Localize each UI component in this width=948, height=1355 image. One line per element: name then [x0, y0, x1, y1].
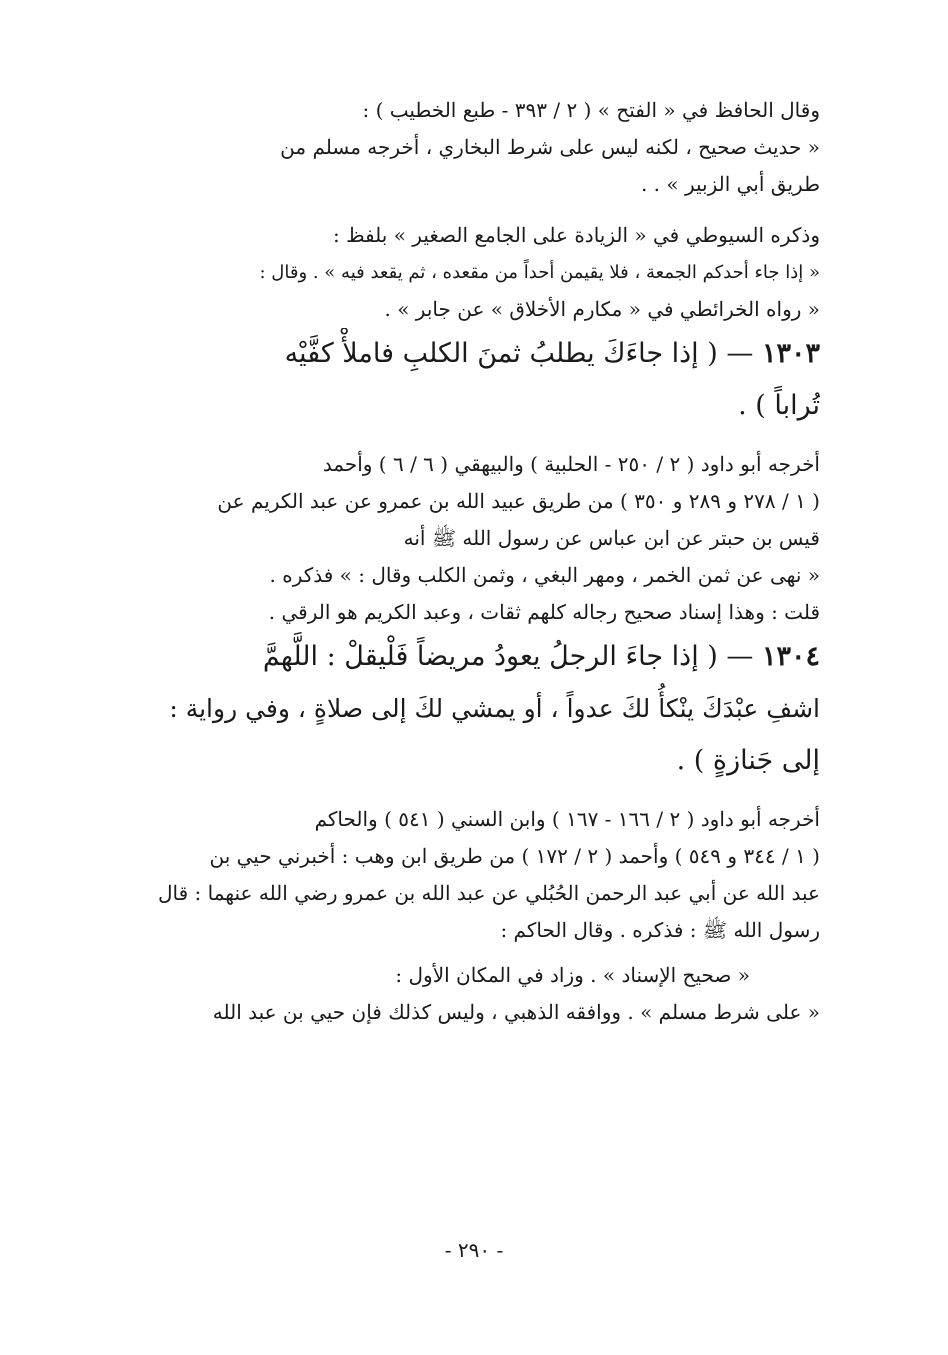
text-line: طريق أبي الزبير » . .: [640, 172, 820, 196]
text-line: « نهى عن ثمن الخمر ، ومهر البغي ، وثمن الكلب وقال : » فذكره .: [269, 563, 820, 587]
hadith-number: ١٣٠٤: [761, 641, 820, 672]
text-line: قلت : وهذا إسناد صحيح رجاله كلهم ثقات ، وعبد الكريم هو الرقي .: [268, 600, 820, 624]
text-line: ( ١ / ٢٧٨ و ٢٨٩ و ٣٥٠ ) من طريق عبيد الله بن عمرو عن عبد الكريم عن: [217, 489, 820, 513]
text-line: « رواه الخرائطي في « مكارم الأخلاق » عن جابر » .: [384, 297, 820, 321]
hadith-text: — ( إذا جاءَ الرجلُ يعودُ مريضاً فَلْيقلْ : اللَّهمَّ: [262, 641, 754, 672]
hadith-text: — ( إذا جاءَكَ يطلبُ ثمنَ الكلبِ فاملأْ كفَّيْه: [284, 338, 754, 369]
hadith-text-line: إلى جَنازةٍ ) .: [676, 745, 820, 776]
hadith-heading-1304: [95, 631, 820, 683]
hadith-text-line: اشفِ عبْدَكَ ينْكأُ لكَ عدواً ، أو يمشي لكَ إلى صلاةٍ ، وفي رواية :: [169, 694, 820, 723]
hadith-text-line: تُراباً ) .: [738, 390, 820, 421]
hadith-heading-1303: [95, 328, 820, 380]
text-line: أخرجه أبو داود ( ٢ / ١٦٦ - ١٦٧ ) وابن السني ( ٥٤١ ) والحاكم: [314, 807, 820, 831]
hadith-number: ١٣٠٣: [761, 338, 820, 369]
text-line: « صحيح الإسناد » . وزاد في المكان الأول :: [395, 963, 750, 987]
text-line: أخرجه أبو داود ( ٢ / ٢٥٠ - الحلبية ) والبيهقي ( ٦ / ٦ ) وأحمد: [322, 452, 820, 476]
text-line: وقال الحافظ في « الفتح » ( ٢ / ٣٩٣ - طبع الخطيب ) :: [362, 98, 820, 122]
page-body: [95, 92, 820, 1031]
text-line: عبد الله عن أبي عبد الرحمن الحُبُلي عن عبد الله بن عمرو رضي الله عنهما : قال: [158, 881, 820, 905]
text-line: رسول الله ﷺ : فذكره . وقال الحاكم :: [500, 918, 820, 942]
text-line: قيس بن حبتر عن ابن عباس عن رسول الله ﷺ أنه: [403, 526, 820, 550]
text-line: ( ١ / ٣٤٤ و ٥٤٩ ) وأحمد ( ٢ / ١٧٢ ) من طريق ابن وهب : أخبرني حيي بن: [209, 844, 820, 868]
text-line: « حديث صحيح ، لكنه ليس على شرط البخاري ، أخرجه مسلم من: [280, 135, 820, 159]
page-number: - ٢٩٠ -: [444, 1238, 504, 1262]
text-line: وذكره السيوطي في « الزيادة على الجامع الصغير » بلفظ :: [332, 223, 820, 247]
text-line: « على شرط مسلم » . ووافقه الذهبي ، وليس كذلك فإن حيي بن عبد الله: [212, 1000, 820, 1024]
text-line: « إذا جاء أحدكم الجمعة ، فلا يقيمن أحداً من مقعده ، ثم يقعد فيه » . وقال :: [259, 262, 820, 283]
